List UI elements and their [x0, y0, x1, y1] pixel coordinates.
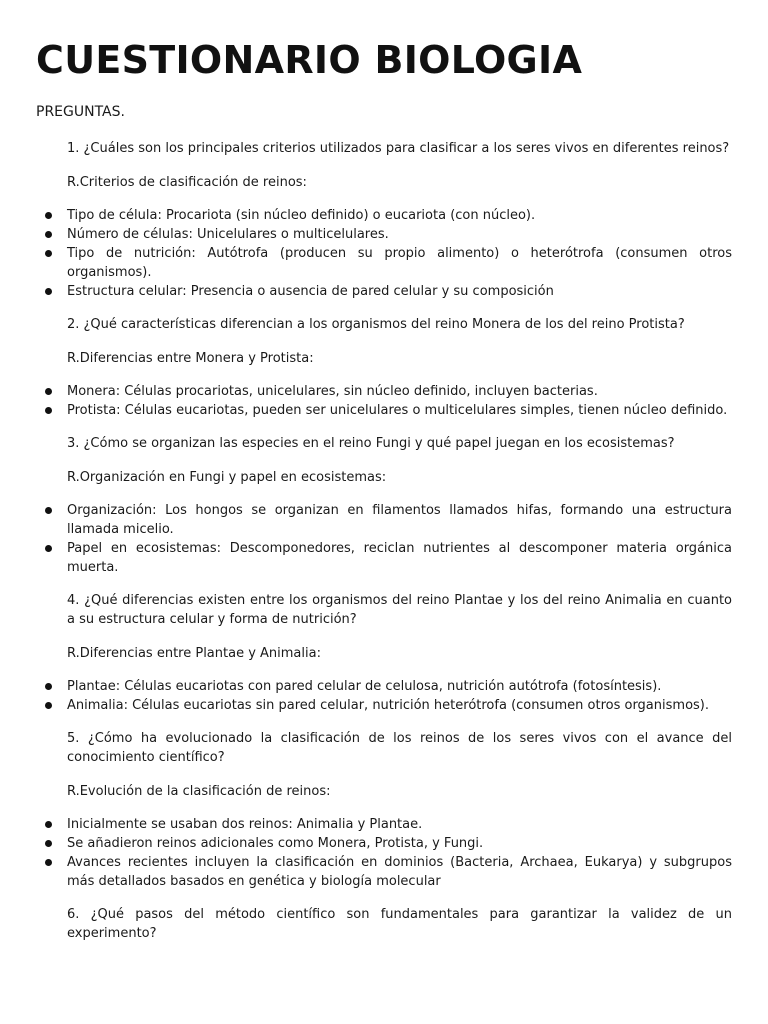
bullet-icon	[45, 859, 52, 866]
bullet-icon	[45, 250, 52, 257]
list-item	[67, 815, 732, 834]
list-item-text: Protista: Células eucariotas, pueden ser unicelulares o multicelulares simples, tienen núcleo definido.	[67, 403, 728, 418]
bullet-icon	[45, 407, 52, 414]
question-text: 5. ¿Cómo ha evolucionado la clasificación de los reinos de los seres vivos con el avance del conocimiento científico?	[67, 731, 732, 765]
answer-list	[67, 815, 732, 891]
bullet-icon	[45, 702, 52, 709]
list-item	[67, 225, 732, 244]
bullet-icon	[45, 840, 52, 847]
response-heading: R.Evolución de la clasificación de reinos:	[67, 784, 331, 799]
question-text: 4. ¿Qué diferencias existen entre los organismos del reino Plantae y los del reino Animalia en cuanto a su estructura celular y forma de nutrición?	[67, 593, 732, 627]
list-item	[67, 206, 732, 225]
list-item-text: Animalia: Células eucariotas sin pared celular, nutrición heterótrofa (consumen otros organismos).	[67, 698, 709, 713]
response-heading: R.Diferencias entre Plantae y Animalia:	[67, 646, 321, 661]
bullet-icon	[45, 507, 52, 514]
list-item-text: Tipo de célula: Procariota (sin núcleo definido) o eucariota (con núcleo).	[67, 208, 536, 223]
list-item	[67, 244, 732, 282]
list-item	[67, 382, 732, 401]
list-item-text: Avances recientes incluyen la clasificación en dominios (Bacteria, Archaea, Eukarya) y subgrupos más detallados basados en genética y biología molecular	[67, 855, 732, 889]
question-text: 2. ¿Qué características diferencian a los organismos del reino Monera de los del reino Protista?	[67, 317, 685, 332]
list-item-text: Tipo de nutrición: Autótrofa (producen su propio alimento) o heterótrofa (consumen otros organismos).	[67, 246, 732, 280]
response-heading: R.Criterios de clasificación de reinos:	[67, 175, 307, 190]
list-item	[67, 834, 732, 853]
bullet-icon	[45, 683, 52, 690]
list-item	[67, 501, 732, 539]
question-text: 1. ¿Cuáles son los principales criterios utilizados para clasificar a los seres vivos en diferentes reinos?	[67, 141, 730, 156]
list-item-text: Se añadieron reinos adicionales como Monera, Protista, y Fungi.	[67, 836, 484, 851]
bullet-icon	[45, 821, 52, 828]
list-item	[67, 853, 732, 891]
list-item-text: Papel en ecosistemas: Descomponedores, reciclan nutrientes al descomponer materia orgánica muerta.	[67, 541, 732, 575]
list-item-text: Inicialmente se usaban dos reinos: Animalia y Plantae.	[67, 817, 423, 832]
list-item	[67, 282, 732, 301]
question-text: 3. ¿Cómo se organizan las especies en el reino Fungi y qué papel juegan en los ecosistemas?	[67, 436, 675, 451]
response-heading: R.Diferencias entre Monera y Protista:	[67, 351, 314, 366]
list-item	[67, 677, 732, 696]
bullet-icon	[45, 388, 52, 395]
questionnaire-body	[67, 139, 732, 958]
bullet-icon	[45, 231, 52, 238]
list-item-text: Monera: Células procariotas, unicelulares, sin núcleo definido, incluyen bacterias.	[67, 384, 598, 399]
list-item	[67, 401, 732, 420]
list-item-text: Número de células: Unicelulares o multicelulares.	[67, 227, 389, 242]
response-heading: R.Organización en Fungi y papel en ecosistemas:	[67, 470, 387, 485]
answer-list	[67, 206, 732, 301]
bullet-icon	[45, 288, 52, 295]
document-title: CUESTIONARIO BIOLOGIA	[36, 38, 583, 82]
bullet-icon	[45, 212, 52, 219]
list-item-text: Plantae: Células eucariotas con pared celular de celulosa, nutrición autótrofa (fotosíntesis).	[67, 679, 662, 694]
answer-list	[67, 501, 732, 577]
answer-list	[67, 677, 732, 715]
bullet-icon	[45, 545, 52, 552]
question-text: 6. ¿Qué pasos del método científico son fundamentales para garantizar la validez de un experimento?	[67, 907, 732, 941]
section-heading: PREGUNTAS.	[36, 104, 125, 120]
list-item-text: Estructura celular: Presencia o ausencia de pared celular y su composición	[67, 284, 554, 299]
list-item-text: Organización: Los hongos se organizan en filamentos llamados hifas, formando una estructura llamada micelio.	[67, 503, 732, 537]
list-item	[67, 539, 732, 577]
answer-list	[67, 382, 732, 420]
list-item	[67, 696, 732, 715]
